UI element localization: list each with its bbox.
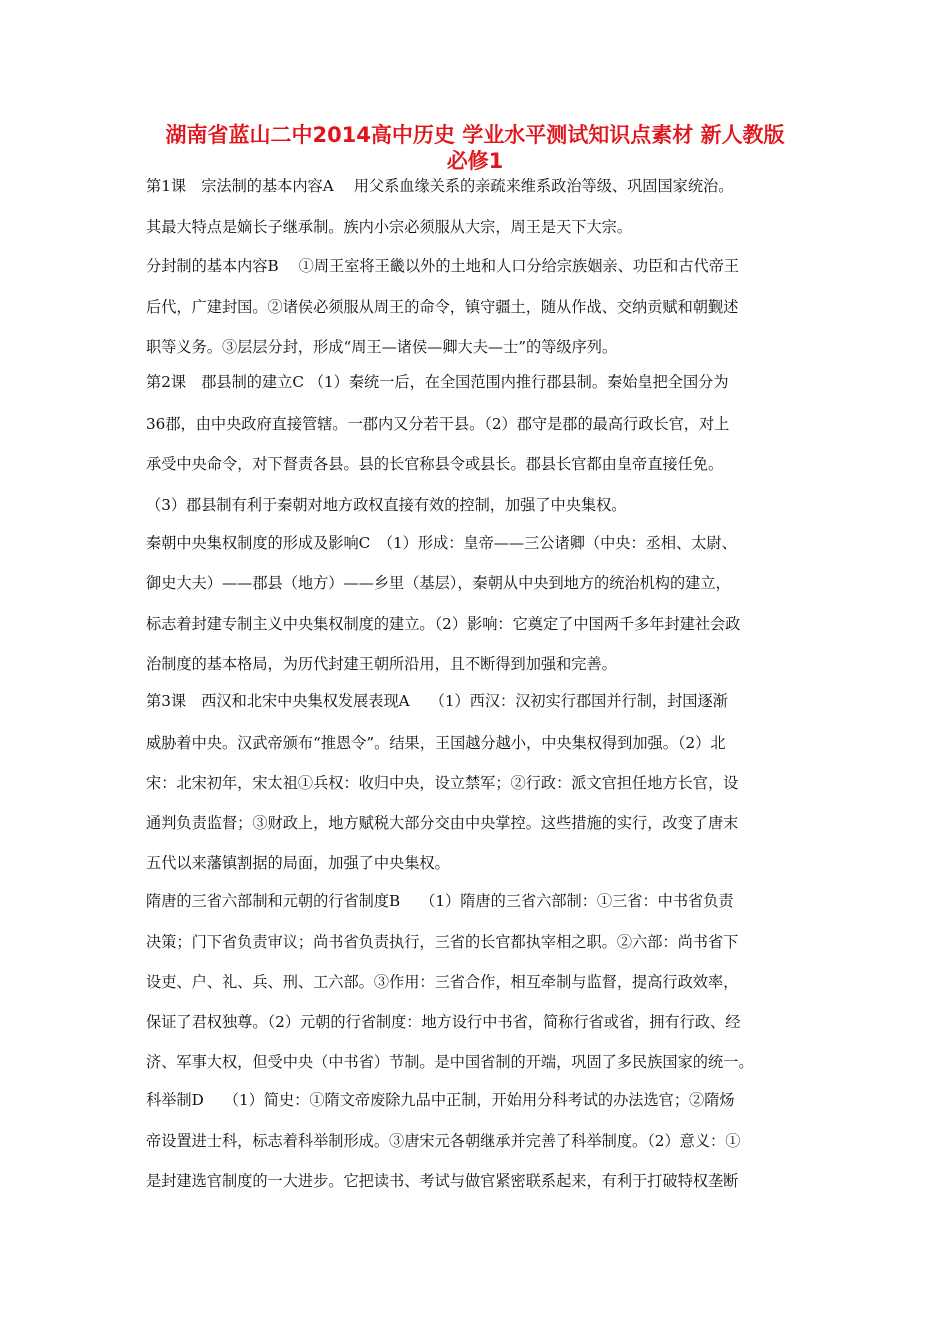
text-line: 承受中央命令，对下督责各县。县的长官称县令或县长。郡县长官都由皇帝直接任免。 bbox=[146, 455, 724, 473]
text-line: 36郡，由中央政府直接管辖。一郡内又分若干县。（2）郡守是郡的最高行政长官，对上 bbox=[146, 415, 730, 433]
text-line: 标志着封建专制主义中央集权制度的建立。（2）影响：它奠定了中国两千多年封建社会政 bbox=[146, 615, 741, 633]
text-line: 保证了君权独尊。（2）元朝的行省制度：地方设行中书省，简称行省或省，拥有行政、经 bbox=[146, 1013, 741, 1031]
text-line: 御史大夫）——郡县（地方）——乡里（基层），秦朝从中央到地方的统治机构的建立， bbox=[146, 574, 731, 592]
text-line: 职等义务。③层层分封，形成“周王—诸侯—卿大夫—士”的等级序列。 bbox=[146, 338, 618, 356]
text-line: 宋：北宋初年，宋太祖①兵权：收归中央，设立禁军；②行政：派文官担任地方长官，设 bbox=[146, 774, 739, 792]
text-line: 第3课 西汉和北宋中央集权发展表现A （1）西汉：汉初实行郡国并行制，封国逐渐 bbox=[146, 692, 728, 710]
text-line: 分封制的基本内容B ①周王室将王畿以外的土地和人口分给宗族姻亲、功臣和古代帝王 bbox=[146, 257, 740, 275]
text-line: 通判负责监督；③财政上，地方赋税大部分交由中央掌控。这些措施的实行，改变了唐末 bbox=[146, 814, 739, 832]
text-line: 第2课 郡县制的建立C （1）秦统一后，在全国范围内推行郡县制。秦始皇把全国分为 bbox=[146, 373, 729, 391]
text-line: 决策；门下省负责审议；尚书省负责执行，三省的长官都执宰相之职。②六部：尚书省下 bbox=[146, 933, 739, 951]
text-line: 其最大特点是嫡长子继承制。族内小宗必须服从大宗，周王是天下大宗。 bbox=[146, 218, 632, 236]
text-line: 第1课 宗法制的基本内容A 用父系血缘关系的亲疏来维系政治等级、巩固国家统治。 bbox=[146, 177, 734, 195]
text-line: 是封建选官制度的一大进步。它把读书、考试与做官紧密联系起来，有利于打破特权垄断 bbox=[146, 1172, 739, 1190]
text-line: 济、军事大权，但受中央（中书省）节制。是中国省制的开端，巩固了多民族国家的统一。 bbox=[146, 1053, 754, 1071]
text-line: 设吏、户、礼、兵、刑、工六部。③作用：三省合作，相互牵制与监督，提高行政效率， bbox=[146, 973, 739, 991]
document-title-line-1: 湖南省蓝山二中2014高中历史 学业水平测试知识点素材 新人教版 bbox=[165, 123, 785, 147]
text-line: 隋唐的三省六部制和元朝的行省制度B （1）隋唐的三省六部制：①三省：中书省负责 bbox=[146, 892, 734, 910]
text-line: 科举制D （1）简史：①隋文帝废除九品中正制，开始用分科考试的办法选官；②隋炀 bbox=[146, 1091, 735, 1109]
document-title-line-2: 必修1 bbox=[446, 149, 504, 173]
text-line: 五代以来藩镇割据的局面，加强了中央集权。 bbox=[146, 854, 450, 872]
text-line: 秦朝中央集权制度的形成及影响C （1）形成：皇帝——三公诸卿（中央：丞相、太尉、 bbox=[146, 534, 737, 552]
text-line: 威胁着中央。汉武帝颁布“推恩令”。结果，王国越分越小，中央集权得到加强。（2）北 bbox=[146, 734, 726, 752]
text-line: 治制度的基本格局，为历代封建王朝所沿用，且不断得到加强和完善。 bbox=[146, 655, 617, 673]
text-line: 帝设置进士科，标志着科举制形成。③唐宋元各朝继承并完善了科举制度。（2）意义：① bbox=[146, 1132, 741, 1150]
text-line: （3）郡县制有利于秦朝对地方政权直接有效的控制，加强了中央集权。 bbox=[146, 496, 627, 514]
text-line: 后代，广建封国。②诸侯必须服从周王的命令，镇守疆土，随从作战、交纳贡赋和朝觐述 bbox=[146, 298, 739, 316]
